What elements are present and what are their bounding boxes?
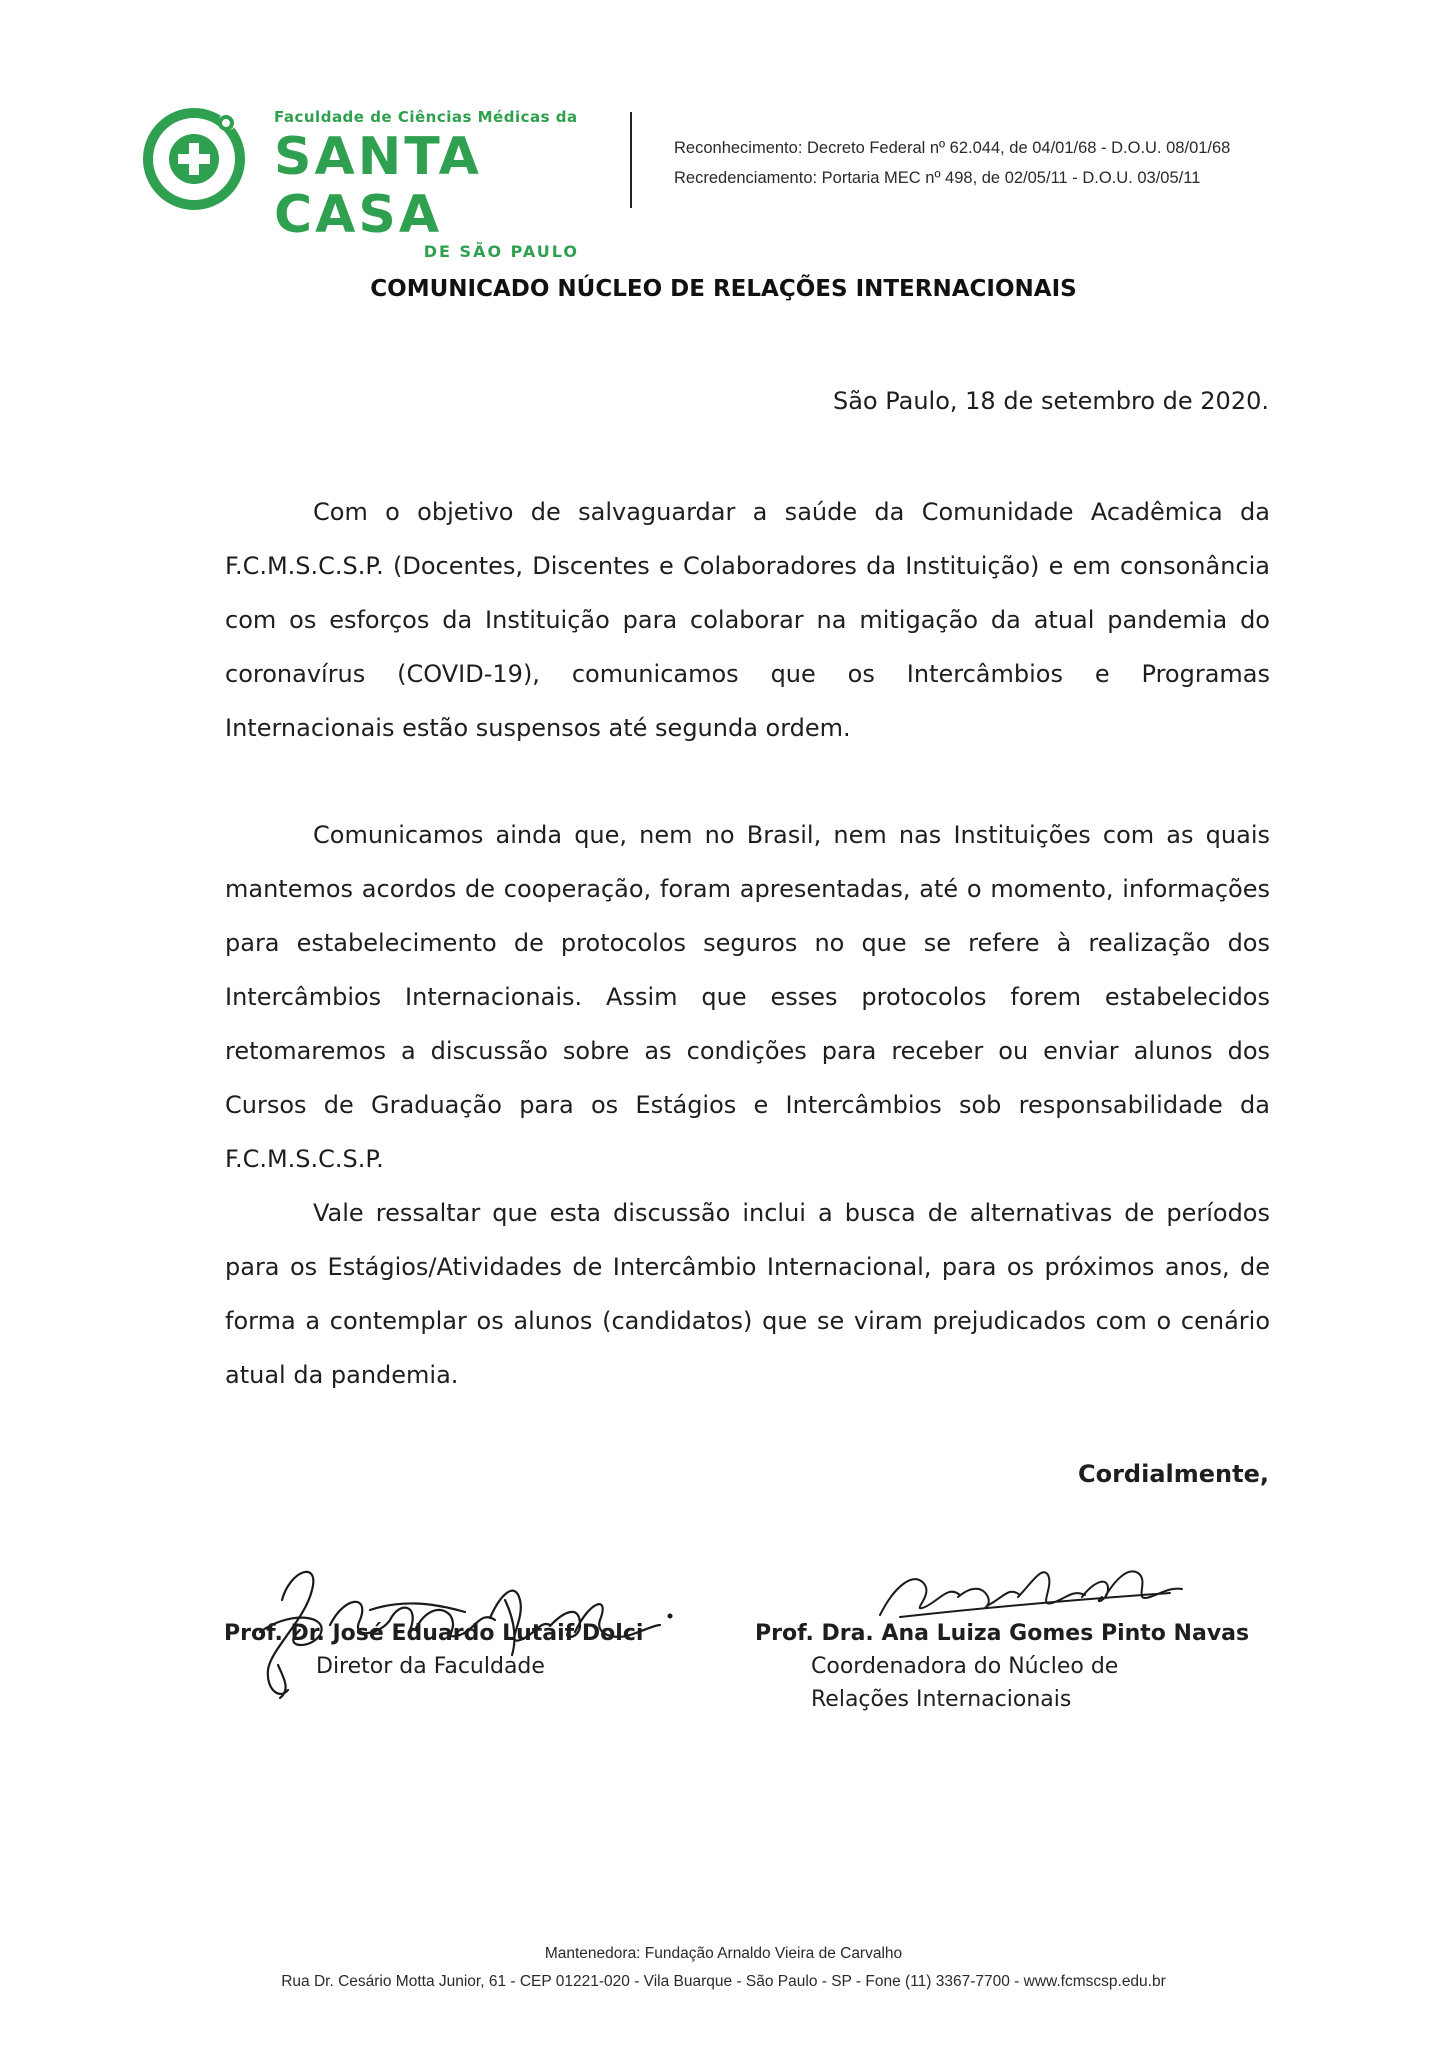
header-divider [630, 112, 632, 208]
signatory-coordinator-role-line2: Relações Internacionais [811, 1687, 1072, 1712]
institution-logo-wordmark [274, 108, 594, 261]
paragraph-2-text: Comunicamos ainda que, nem no Brasil, nem nas Instituições com as quais mantemos acordos de cooperação, foram apresentadas, até o momento, informações para estabelecimento de protocolos seguros no que se refere à realização dos Intercâmbios Internacionais. Assim que esses protocolos forem estabelecidos retomaremos a discussão sobre as condições para receber ou enviar alunos dos Cursos de Graduação para os Estágios e Intercâmbios sob responsabilidade da F.C.M.S.C.S.P. [225, 821, 1270, 1173]
recognition-line: Reconhecimento: Decreto Federal nº 62.044, de 04/01/68 - D.O.U. 08/01/68 [674, 139, 1231, 157]
paragraph-1-text: Com o objetivo de salvaguardar a saúde da Comunidade Acadêmica da F.C.M.S.C.S.P. (Docentes, Discentes e Colaboradores da Instituição) e em consonância com os esforços da Instituição para colaborar na mitigação da atual pandemia do coronavírus (COVID-19), comunicamos que os Intercâmbios e Programas Internacionais estão suspensos até segunda ordem. [225, 498, 1270, 742]
paragraph-3 [225, 1186, 1270, 1402]
medical-cross-logo-icon [140, 103, 248, 211]
paragraph-2 [225, 808, 1270, 1186]
signatory-director-role: Diretor da Faculdade [316, 1654, 545, 1679]
footer-maintainer: Mantenedora: Fundação Arnaldo Vieira de Carvalho [544, 1945, 903, 1962]
footer [0, 1940, 1447, 1996]
document-title: COMUNICADO NÚCLEO DE RELAÇÕES INTERNACIONAIS [370, 276, 1077, 302]
accreditation-info [674, 133, 1294, 193]
signatory-coordinator [755, 1617, 1249, 1716]
signatory-coordinator-name: Prof. Dra. Ana Luiza Gomes Pinto Navas [755, 1621, 1250, 1646]
closing-salutation: Cordialmente, [1077, 1460, 1269, 1488]
logo-line-santa-casa: SANTA CASA [274, 127, 482, 245]
signatory-coordinator-role-line1: Coordenadora do Núcleo de [811, 1654, 1119, 1679]
signatory-director-name: Prof. Dr. José Eduardo Lutaif Dolci [224, 1621, 644, 1646]
signatory-director [224, 1617, 643, 1683]
paragraph-3-text: Vale ressaltar que esta discussão inclui a busca de alternativas de períodos para os Estágios/Atividades de Intercâmbio Internacional, para os próximos anos, de forma a contemplar os alunos (candidatos) que se viram prejudicados com o cenário atual da pandemia. [225, 1199, 1270, 1389]
logo-line-sao-paulo: DE SÃO PAULO [423, 242, 579, 261]
footer-address: Rua Dr. Cesário Motta Junior, 61 - CEP 01221-020 - Vila Buarque - São Paulo - SP - Fone (11) 3367-7700 - www.fcmscsp.edu.br [281, 1973, 1166, 1990]
letterhead [0, 0, 1447, 261]
dateline: São Paulo, 18 de setembro de 2020. [832, 387, 1269, 415]
reaccreditation-line: Recredenciamento: Portaria MEC nº 498, de 02/05/11 - D.O.U. 03/05/11 [674, 169, 1201, 187]
logo-line-faculdade: Faculdade de Ciências Médicas da [274, 108, 578, 126]
paragraph-1 [225, 485, 1270, 755]
